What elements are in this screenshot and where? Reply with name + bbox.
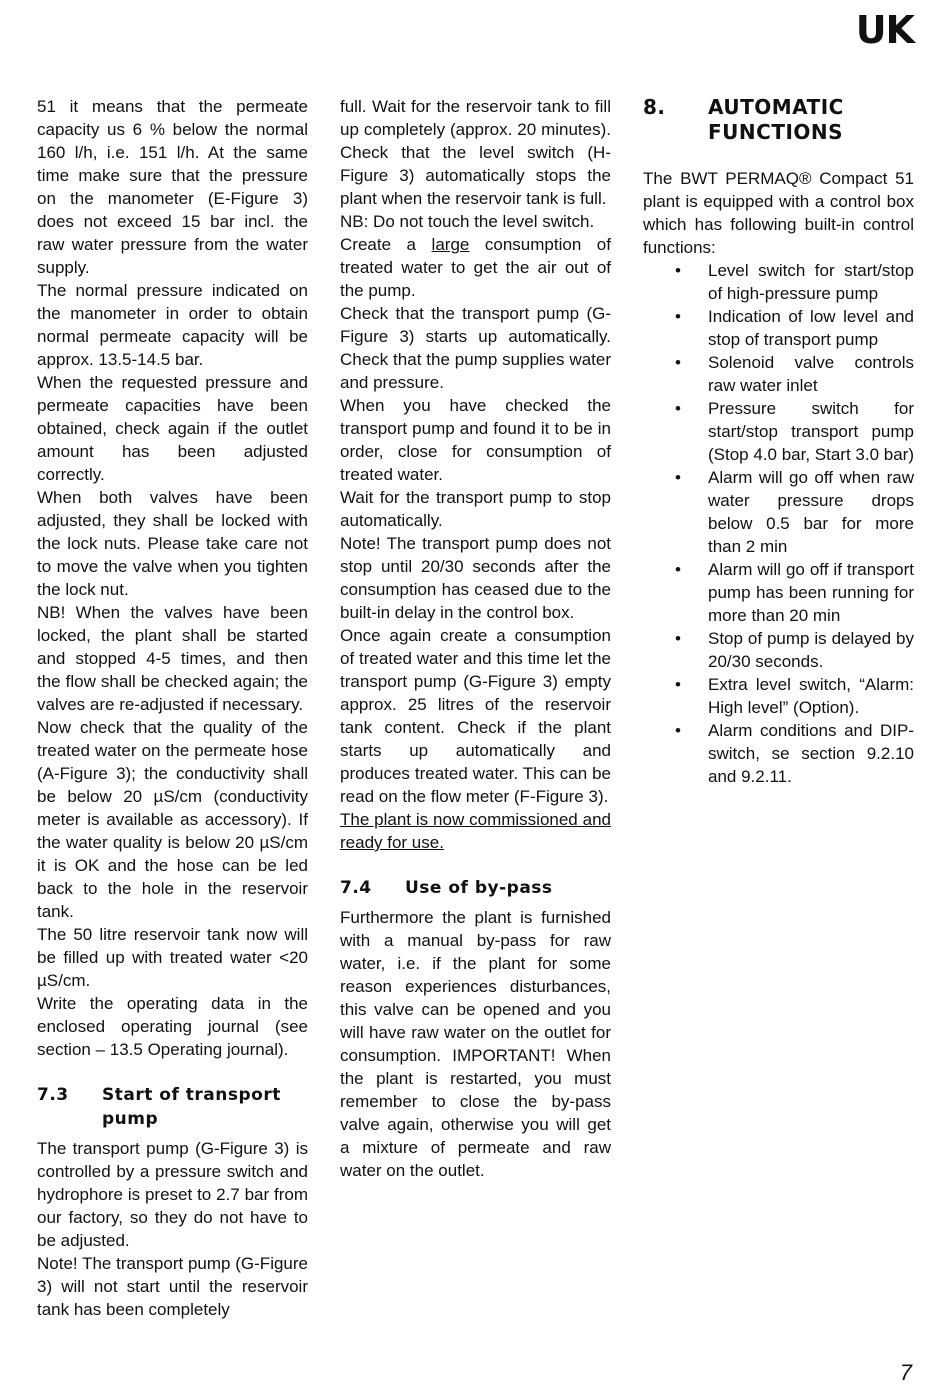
page-number: 7 <box>899 1360 912 1385</box>
column-middle <box>340 95 611 1182</box>
paragraph: Wait for the transport pump to stop automatically. <box>340 488 611 530</box>
list-item: • Alarm will go off when raw water pressure drops below 0.5 bar for more than 2 min <box>708 466 914 558</box>
section-title: Use of by-pass <box>405 878 553 898</box>
section-number: 7.4 <box>340 878 372 898</box>
commissioned-note: The plant is now commissioned and ready for use. <box>340 810 611 852</box>
paragraph: The transport pump (G-Figure 3) is controlled by a pressure switch and hydrophore is preset to 2.7 bar from our factory, so they do not have to be adjusted. <box>37 1139 308 1250</box>
section-title: AUTOMATIC FUNCTIONS <box>708 95 844 144</box>
paragraph: Note! The transport pump does not stop until 20/30 seconds after the consumption has ceased due to the built-in delay in the control box. <box>340 534 611 622</box>
list-item: • Solenoid valve controls raw water inlet <box>708 351 914 397</box>
paragraph: Check that the transport pump (G-Figure 3) starts up automatically. Check that the pump supplies water and pressure. <box>340 304 611 392</box>
column-right <box>643 95 914 788</box>
list-item: • Indication of low level and stop of transport pump <box>708 305 914 351</box>
function-list <box>643 259 914 788</box>
paragraph: full. Wait for the reservoir tank to fill up completely (approx. 20 minutes). Check that the level switch (H-Figure 3) automatically stops the plant when the reservoir tank is full. <box>340 97 611 208</box>
language-code: UK <box>855 8 914 52</box>
list-item: • Alarm will go off if transport pump has been running for more than 20 min <box>708 558 914 627</box>
section-title: Start of transport pump <box>102 1085 281 1129</box>
list-item: • Alarm conditions and DIP-switch, se section 9.2.10 and 9.2.11. <box>708 719 914 788</box>
list-item: • Extra level switch, “Alarm: High level” (Option). <box>708 673 914 719</box>
section-heading-8 <box>643 95 914 145</box>
paragraph: Now check that the quality of the treated water on the permeate hose (A-Figure 3); the conductivity shall be below 20 µS/cm (conductivity meter is available as accessory). If the water quality is below 20 µS/cm it is OK and the hose can be led back to the hole in the reservoir tank. <box>37 718 308 921</box>
paragraph: The 50 litre reservoir tank now will be filled up with treated water <20 µS/cm. <box>37 925 308 990</box>
section-heading-7-3 <box>37 1083 308 1131</box>
section-number: 8. <box>643 95 666 119</box>
paragraph: Write the operating data in the enclosed operating journal (see section – 13.5 Operating journal). <box>37 994 308 1059</box>
paragraph: The BWT PERMAQ® Compact 51 plant is equipped with a control box which has following built-in control functions: <box>643 169 914 257</box>
underlined-word: large <box>431 235 470 254</box>
paragraph: The normal pressure indicated on the manometer in order to obtain normal permeate capacity will be approx. 13.5-14.5 bar. <box>37 281 308 369</box>
paragraph: NB! When the valves have been locked, the plant shall be started and stopped 4-5 times, and then the flow shall be checked again; the valves are re-adjusted if necessary. <box>37 603 308 714</box>
text-run: Create a <box>340 235 432 254</box>
paragraph: When both valves have been adjusted, they shall be locked with the lock nuts. Please take care not to move the valve when you tighten the lock nut. <box>37 488 308 599</box>
paragraph: 51 it means that the permeate capacity us 6 % below the normal 160 l/h, i.e. 151 l/h. At the same time make sure that the pressure on the manometer (E-Figure 3) does not exceed 15 bar incl. the raw water pressure from the water supply. <box>37 97 308 277</box>
text-run: consumption of treated water to get the air out of the pump. <box>340 235 611 300</box>
paragraph <box>340 233 611 302</box>
list-item: • Stop of pump is delayed by 20/30 seconds. <box>708 627 914 673</box>
paragraph: When the requested pressure and permeate capacities have been obtained, check again if the outlet amount has been adjusted correctly. <box>37 373 308 484</box>
paragraph: Once again create a consumption of treated water and this time let the transport pump (G-Figure 3) empty approx. 25 litres of the reservoir tank content. Check if the plant starts up automatically and produces treated water. This can be read on the flow meter (F-Figure 3). <box>340 626 611 806</box>
list-item: • Pressure switch for start/stop transport pump (Stop 4.0 bar, Start 3.0 bar) <box>708 397 914 466</box>
section-number: 7.3 <box>37 1085 69 1105</box>
paragraph: NB: Do not touch the level switch. <box>340 212 595 231</box>
list-item: • Level switch for start/stop of high-pressure pump <box>708 259 914 305</box>
column-left <box>37 95 308 1321</box>
paragraph: When you have checked the transport pump and found it to be in order, close for consumption of treated water. <box>340 396 611 484</box>
section-heading-7-4 <box>340 876 611 900</box>
paragraph: Furthermore the plant is furnished with a manual by-pass for raw water, i.e. if the plant for some reason experiences disturbances, this valve can be opened and you will have raw water on the outlet for consumption. IMPORTANT! When the plant is restarted, you must remember to close the by-pass valve again, otherwise you will get a mixture of permeate and raw water on the outlet. <box>340 908 611 1180</box>
paragraph: Note! The transport pump (G-Figure 3) will not start until the reservoir tank has been completely <box>37 1254 308 1319</box>
